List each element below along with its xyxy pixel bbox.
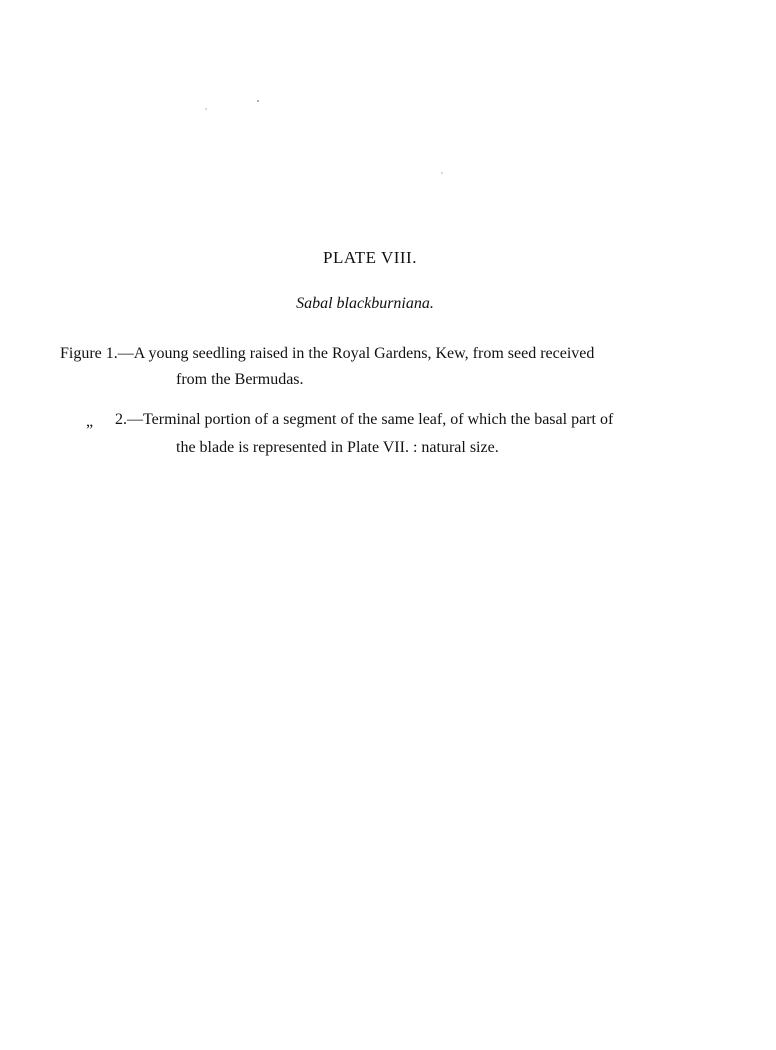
plate-title: PLATE VIII. bbox=[323, 248, 417, 267]
scan-speck bbox=[205, 108, 207, 110]
scan-speck bbox=[257, 100, 259, 102]
figure-2-caption-continued: the blade is represented in Plate VII. : natural size. bbox=[176, 439, 499, 456]
figure-1-caption-continued: from the Bermudas. bbox=[176, 371, 304, 388]
scan-speck bbox=[441, 172, 443, 174]
species-name: Sabal blackburniana. bbox=[296, 295, 434, 312]
figure-2-caption: 2.—Terminal portion of a segment of the same leaf, of which the basal part of bbox=[115, 411, 614, 428]
figure-1-caption: Figure 1.—A young seedling raised in the Royal Gardens, Kew, from seed received bbox=[60, 345, 595, 362]
ditto-mark: „ bbox=[86, 413, 94, 430]
